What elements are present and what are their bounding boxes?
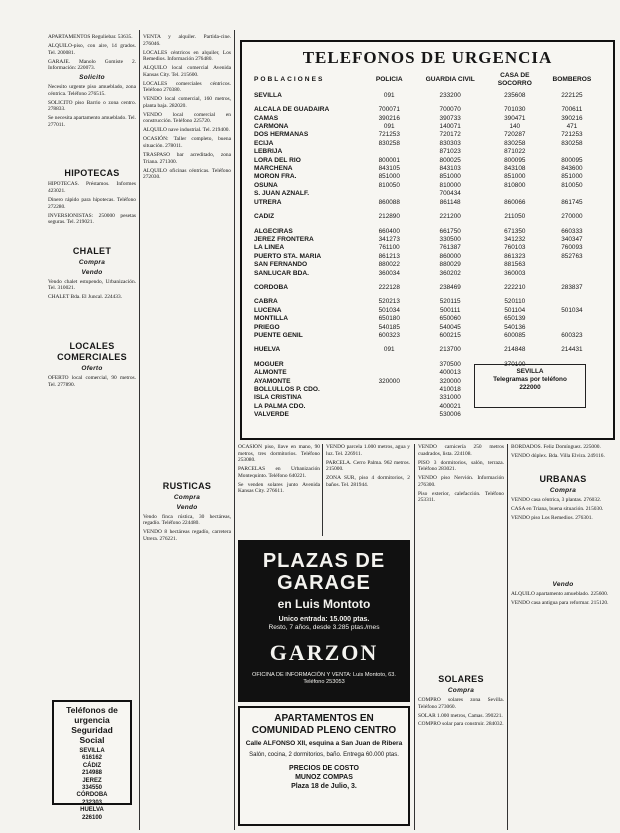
table-row (252, 298, 603, 306)
phone-number: 390471 (504, 114, 526, 122)
phone-number: 810800 (504, 181, 526, 189)
table-row (252, 411, 603, 419)
ad: SOLAR 1.000 metros, Camas. 390221. (418, 712, 503, 719)
ad: VENDO local comercial en construcción. Teléfono 225720. (143, 111, 231, 125)
col-header: GUARDIA CIVIL (425, 76, 475, 84)
ad: TRASPASO bar acreditado, zona Triana. 271300. (143, 152, 231, 165)
garage-title: PLAZAS DE GARAGE (262, 550, 386, 594)
town-name: DOS HERMANAS (254, 131, 309, 139)
phone-number: 091 (383, 346, 395, 354)
phone-number: 843105 (378, 165, 400, 173)
phone-number: 471 (566, 123, 578, 131)
phone-number: 800025 (439, 156, 461, 164)
heading-compra: Compra (447, 686, 475, 694)
phone-number: 600323 (378, 331, 400, 339)
phone-number: 360202 (439, 269, 461, 277)
phone-number: 860000 (439, 252, 461, 260)
phone-number: 860066 (504, 198, 526, 206)
phone-number: 810050 (378, 181, 400, 189)
phone-number (489, 190, 541, 198)
apart-address: Calle ALFONSO XII, esquina a San Juan de Ribera (245, 740, 403, 747)
seguridad-social-box (52, 700, 132, 821)
table-row (252, 284, 603, 298)
phone-number: 221200 (439, 213, 461, 221)
urgencias-list (58, 748, 126, 822)
table-row (252, 106, 603, 114)
table-row (252, 131, 603, 139)
apart-phone: Plaza 18 de Julio, 3. (291, 782, 357, 790)
classified-col-2 (143, 34, 231, 826)
phone-number: 830258 (378, 139, 400, 147)
phone-number: 881563 (504, 261, 526, 269)
sevilla-city: SEVILLA (516, 368, 544, 375)
phone-number: 233200 (439, 91, 461, 99)
column-rule (322, 444, 323, 536)
phone-number: 871023 (439, 148, 461, 156)
phone-number: 700070 (439, 106, 461, 114)
phone-number (367, 361, 412, 369)
phone-number (541, 411, 603, 419)
table-row (252, 270, 603, 284)
table-row (252, 244, 603, 252)
urgencia-city: SEVILLA (79, 748, 105, 754)
urgencia-phone: 616162 (81, 755, 103, 762)
heading-solicito: Solicito (79, 74, 105, 82)
urgencia-city: JEREZ (82, 777, 102, 784)
phone-number: 830303 (439, 139, 461, 147)
table-row (252, 157, 603, 165)
urgencia-title: TELEFONOS DE URGENCIA (302, 48, 553, 67)
column-rule (234, 30, 235, 830)
ad: Vendo chalet estupendo, Urbanización. Tel. 310021. (48, 278, 136, 292)
table-row (252, 182, 603, 190)
garage-subtitle: en Luis Montoto (277, 597, 371, 611)
phone-number: 330500 (439, 235, 461, 243)
ad: CHALET Bda. El Juncal. 224433. (48, 294, 123, 301)
phone-number: 851000 (439, 173, 461, 181)
phone-number: 701030 (504, 106, 526, 114)
phone-number: 600215 (439, 331, 461, 339)
heading-compra: Compra (173, 493, 201, 501)
ad: VENDO parcela 1.000 metros, agua y luz. Tel. 226911. (326, 444, 410, 457)
phone-number: 540136 (504, 323, 526, 331)
table-row (252, 92, 603, 106)
phone-number: 851000 (561, 173, 583, 181)
table-row (252, 199, 603, 213)
ad: Piso exterior, calefacción. Teléfono 253311. (418, 490, 504, 504)
town-name: JEREZ FRONTERA (254, 235, 314, 243)
phone-number (541, 324, 603, 332)
phone-number: 851000 (378, 173, 400, 181)
town-name: OSUNA (254, 181, 278, 189)
ad: VENDO casa antigua para reformar. 215120. (511, 600, 609, 607)
apartamentos-ad (238, 706, 410, 826)
phone-number (367, 403, 412, 411)
ad: SOLICITO piso Barrio o zona centro. 278833. (48, 99, 136, 113)
phone-number: 140071 (439, 123, 461, 131)
phone-number: 360003 (504, 269, 526, 277)
ad: HIPOTECAS. Préstamos. Informes 423021. (48, 181, 136, 195)
phone-number (489, 411, 541, 419)
ad: BORDADOS. Feliz Domínguez. 225000. (511, 444, 601, 450)
town-name: BOLLULLOS P. CDO. (254, 386, 320, 393)
phone-number (367, 386, 412, 394)
phone-number (367, 411, 412, 419)
phone-number: 400013 (439, 369, 461, 377)
phone-number: 860088 (378, 198, 400, 206)
phone-number: 370500 (439, 360, 461, 368)
phone-number: 861323 (504, 252, 526, 260)
town-name: ALCALA DE GUADAIRA (254, 106, 330, 114)
heading-compra: Compra (78, 258, 106, 266)
phone-number: 091 (383, 91, 395, 99)
ad: OFERTO local comercial, 90 metros. Tel. 277890. (48, 375, 136, 388)
urgencia-city: CÓRDOBA (76, 792, 108, 799)
phone-number: 390733 (439, 114, 461, 122)
ad: PARCELAS en Urbanización Montequinto. Teléfono 640221. (238, 466, 320, 479)
phone-number: 843108 (504, 165, 526, 173)
phone-number: 650180 (378, 315, 400, 323)
col-header: BOMBEROS (552, 76, 592, 84)
phone-number (541, 270, 603, 284)
garage-ad (238, 540, 410, 702)
phone-number: 140 (509, 123, 521, 131)
town-name: AYAMONTE (254, 377, 291, 385)
phone-number: 721253 (378, 131, 400, 139)
town-name: ALGECIRAS (254, 227, 293, 235)
phone-number: 500111 (440, 306, 461, 314)
classified-col-4 (418, 444, 504, 826)
phone-number: 331000 (439, 394, 461, 402)
phone-number: 540045 (439, 323, 461, 331)
phone-number (541, 190, 603, 198)
ad: LOCALES comerciales céntricos. Teléfono 270380. (143, 80, 231, 94)
table-row (252, 324, 603, 332)
phone-number: 091 (383, 123, 395, 131)
phone-number: 761100 (378, 244, 400, 252)
phone-number: 270000 (561, 213, 583, 221)
phone-number: 671350 (504, 227, 526, 235)
phone-number: 520213 (378, 298, 400, 306)
phone-number: 600085 (504, 331, 526, 339)
ad: COMPRO solar para construir. 284032. (418, 721, 504, 728)
ad: PISO 3 dormitorios, salón, terraza. Teléfono 283021. (418, 459, 504, 473)
ad: COMPRO solares zona Sevilla. Teléfono 273060. (418, 696, 504, 710)
table-row (252, 228, 603, 236)
town-name: PUERTO STA. MARIA (254, 252, 322, 260)
phone-number: 760093 (561, 244, 583, 252)
ad: VENDO piso Nervión. Información 276300. (418, 475, 504, 488)
table-row (252, 315, 603, 323)
town-name: LA LINEA (254, 244, 285, 252)
heading-urbanas: URBANAS (539, 473, 587, 484)
heading-locales: LOCALES COMERCIALES (57, 341, 127, 362)
heading-chalet: CHALET (72, 245, 112, 256)
phone-number (541, 261, 603, 269)
phone-number: 214431 (561, 346, 583, 354)
table-row (252, 307, 603, 315)
town-name: LORA DEL RIO (254, 156, 301, 164)
town-name: HUELVA (254, 346, 281, 354)
phone-number: 861148 (439, 198, 461, 206)
ad: VENDO carnicería 250 metros cuadrados, lista. 224108. (418, 444, 504, 457)
town-name: MARCHENA (254, 165, 293, 173)
table-row (252, 253, 603, 261)
urgencia-city: CÁDIZ (82, 762, 102, 769)
ad: CASA en Triana, buena situación. 215030. (511, 505, 604, 512)
phone-number: 720172 (439, 131, 461, 139)
garzon-logo: GARZON (269, 640, 379, 665)
box-title: Teléfonos de urgencia Seguridad Social (66, 705, 118, 745)
phone-number: 760103 (504, 244, 526, 252)
sevilla-phone: 222000 (519, 384, 541, 391)
ad: LOCALES céntricos en alquiler, Los Remedios. Información 276480. (143, 49, 231, 63)
town-name: LA PALMA CDO. (254, 402, 306, 410)
phone-number: 660400 (378, 227, 400, 235)
heading-rusticas: RUSTICAS (162, 480, 212, 491)
ad: VENDO 8 hectáreas regadío, carretera Utrera. 276221. (143, 529, 231, 542)
phone-number (367, 369, 412, 377)
phone-number: 283837 (561, 283, 583, 291)
phone-number: 871022 (504, 148, 526, 156)
heading-solares: SOLARES (438, 673, 484, 684)
urgencia-city: HUELVA (80, 807, 104, 814)
col-header: POLICIA (375, 76, 403, 84)
phone-number: 800095 (504, 156, 526, 164)
phone-number: 700611 (561, 106, 583, 114)
phone-number: 222210 (504, 283, 526, 291)
phone-number: 501104 (504, 306, 526, 314)
heading-compra: Compra (549, 486, 577, 494)
phone-number: 700434 (439, 190, 461, 198)
town-name: UTRERA (254, 198, 282, 206)
phone-number: 320000 (378, 377, 400, 385)
phone-number: 410018 (439, 386, 461, 393)
table-row (252, 165, 603, 173)
phone-number: 843600 (561, 165, 583, 173)
ad: GARAJE. Manolo Gomiste 2. Información: 220073. (48, 58, 136, 72)
phone-number: 700071 (378, 106, 400, 114)
phone-number: 800095 (561, 156, 583, 164)
phone-number: 830258 (504, 139, 526, 147)
table-row (252, 213, 603, 227)
garage-rest: Resto, 7 años, desde 3.285 ptas./mes (268, 624, 380, 631)
phone-number (541, 148, 603, 156)
phone-number: 211050 (504, 213, 526, 221)
phone-number: 830258 (561, 139, 583, 147)
urgencia-phone: 232303 (81, 799, 103, 806)
town-name: CARMONA (254, 123, 289, 131)
phone-number: 600323 (561, 331, 583, 339)
phone-number: 341232 (504, 235, 526, 243)
sevilla-label: Telegramas por teléfono (493, 376, 567, 383)
phone-number: 222125 (561, 91, 583, 99)
apart-details: Salón, cocina, 2 dormitorios, baño. Entrega 60.000 ptas. (249, 752, 399, 758)
ad: ALQUILO nave industrial. Tel. 219400. (143, 127, 230, 134)
column-rule (139, 30, 140, 830)
phone-number: 810000 (439, 181, 461, 189)
phone-number: 800001 (378, 156, 400, 164)
table-row (252, 173, 603, 181)
ad: OCASIÓN: Taller completo, buena situación. 278011. (143, 136, 231, 150)
phone-number: 720287 (504, 131, 526, 139)
phone-number: 851000 (504, 173, 526, 181)
table-row (252, 332, 603, 346)
garage-price: Unico entrada: 15.000 ptas. (278, 616, 370, 623)
col-header: CASA DE SOCORRO (497, 72, 532, 88)
phone-number: 370100 (504, 360, 526, 368)
phone-number: 661750 (439, 227, 461, 235)
town-name: CABRA (254, 298, 278, 306)
phone-number: 213700 (439, 346, 461, 354)
town-name: SAN FERNANDO (254, 261, 308, 269)
town-name: CORDOBA (254, 283, 289, 291)
classified-col-3a (238, 444, 320, 534)
phone-number: 212890 (378, 213, 400, 221)
phone-number: 390216 (378, 114, 400, 122)
phone-number: 214848 (504, 346, 526, 354)
apart-contact: MUNOZ COMPAS (295, 773, 353, 781)
table-row (252, 346, 603, 360)
garage-footer: OFICINA DE INFORMACIÓN Y VENTA: Luis Montoto, 63. Teléfono 253053 (252, 672, 396, 685)
phone-number: 530006 (439, 411, 461, 419)
phone-number: 400021 (439, 402, 461, 410)
heading-hipotecas: HIPOTECAS (64, 168, 120, 179)
phone-number: 320000 (439, 377, 461, 385)
ad: Se venden solares junto Avenida Kansas City. 276611. (238, 481, 320, 495)
phone-number: 650060 (439, 315, 461, 323)
heading-oferto: Oferto (81, 365, 103, 372)
town-name: MOGUER (254, 360, 284, 368)
table-row (252, 123, 603, 131)
phone-number: 810050 (561, 181, 583, 189)
ad: PARCELA. Cerro Palma. 962 metros. 215000. (326, 459, 410, 473)
phone-number (541, 315, 603, 323)
phone-number: 222128 (378, 283, 400, 291)
town-name: ISLA CRISTINA (254, 394, 302, 402)
apart-title: APARTAMENTOS EN COMUNIDAD PLENO CENTRO (251, 713, 397, 736)
classified-col-3b (326, 444, 410, 534)
phone-number (367, 190, 412, 198)
table-row (252, 148, 603, 156)
ad: ALQUILO oficinas céntricas. Teléfono 272030. (143, 167, 231, 181)
town-name: SEVILLA (254, 91, 282, 99)
ad: VENDO local comercial, 160 metros, planta baja. 282020. (143, 96, 231, 109)
town-name: S. JUAN AZNALF. (254, 190, 310, 198)
ad: Dinero rápido para hipotecas. Teléfono 272280. (48, 197, 136, 210)
heading-vendo: Vendo (552, 581, 574, 589)
column-rule (507, 444, 508, 830)
urgencia-phone: 214988 (81, 770, 103, 777)
urgencia-phone: 226100 (81, 814, 103, 821)
phone-number: 390216 (561, 114, 583, 122)
town-name: VALVERDE (254, 411, 289, 419)
phone-number: 721253 (561, 131, 583, 139)
phone-number (367, 148, 412, 156)
phone-number: 340347 (561, 235, 583, 243)
town-name: MORON FRA. (254, 173, 297, 181)
phone-number: 843103 (439, 165, 461, 173)
phone-number: 501034 (561, 306, 583, 314)
phone-number: 341273 (378, 235, 400, 243)
phone-number: 861213 (378, 252, 400, 260)
ad: VENDO piso Los Remedios. 276301. (511, 514, 593, 521)
phone-number: 360034 (378, 269, 400, 277)
ad: OCASIÓN piso, llave en mano, 90 metros, tres dormitorios. Teléfono 253080. (238, 444, 320, 464)
classified-col-5 (511, 444, 615, 826)
town-name: LUCENA (254, 306, 282, 314)
town-name: SANLUCAR BDA. (254, 269, 309, 277)
town-name: CADIZ (254, 213, 275, 221)
phone-number: 880022 (378, 261, 400, 269)
table-row (252, 236, 603, 244)
urgencia-phone: 334550 (81, 785, 103, 792)
phone-number: 540185 (378, 323, 400, 331)
ad: ALQUILO-piso, con aire, 14 grados. Tel. 200081. (48, 42, 136, 56)
urgencia-table-box (240, 40, 615, 440)
column-rule (414, 444, 415, 830)
ad: Vendo finca rústica, 30 hectáreas, regadío. Teléfono 224480. (143, 513, 231, 527)
phone-number: 520115 (439, 298, 461, 306)
ad: ZONA SUR, piso 4 dormitorios, 2 baños. Tel. 281944. (326, 475, 410, 488)
phone-number: 761387 (439, 244, 461, 252)
table-row (252, 261, 603, 269)
phone-number: 235608 (504, 91, 526, 99)
sevilla-telegram-box (474, 364, 586, 408)
town-name: LEBRIJA (254, 148, 283, 156)
phone-number: 650139 (504, 315, 526, 323)
phone-number (367, 394, 412, 402)
col-header: POBLACIONES (254, 76, 325, 84)
phone-number: 660333 (561, 227, 583, 235)
phone-number: 880029 (439, 261, 461, 269)
apart-precios: PRECIOS DE COSTO (289, 764, 359, 772)
ad: VENDO dúplex. Bda. Villa Elvira. 249116. (511, 452, 605, 459)
ad: VENDO casa céntrica, 3 plantas. 276032. (511, 496, 602, 503)
town-name: PUENTE GENIL (254, 331, 303, 339)
heading-vendo: Vendo (176, 503, 198, 511)
ad: VENTA y alquiler. Partida-cine. 276046. (143, 34, 231, 47)
phone-number (541, 298, 603, 306)
town-name: ECIJA (254, 139, 274, 147)
town-name: ALMONTE (254, 369, 287, 377)
ad: Necesito urgente piso amueblado, zona céntrica. Teléfono 276515. (48, 84, 136, 97)
table-row (252, 190, 603, 198)
table-row (252, 140, 603, 148)
town-name: PRIEGO (254, 323, 280, 331)
phone-number: 852763 (561, 252, 583, 260)
heading-vendo: Vendo (81, 268, 103, 276)
ad: INVERSIONISTAS: 250000 pesetas seguras. Tel. 219021. (48, 212, 136, 226)
ad: ALQUILO local comercial Avenida Kansas City. Tel. 215600. (143, 65, 231, 78)
town-name: CAMAS (254, 114, 279, 122)
ad: Se necesita apartamento amueblado. Tel. 277011. (48, 115, 136, 128)
phone-number: 520110 (504, 298, 526, 306)
ad: ALQUILO apartamento amueblado. 225600. (511, 591, 609, 598)
phone-number: 501034 (378, 306, 400, 314)
phone-number: 861745 (561, 198, 583, 206)
town-name: MONTILLA (254, 315, 289, 323)
table-row (252, 115, 603, 123)
ad: APARTAMENTOS Reguliebar. 53635. (48, 34, 133, 40)
phone-number: 238469 (439, 283, 461, 291)
